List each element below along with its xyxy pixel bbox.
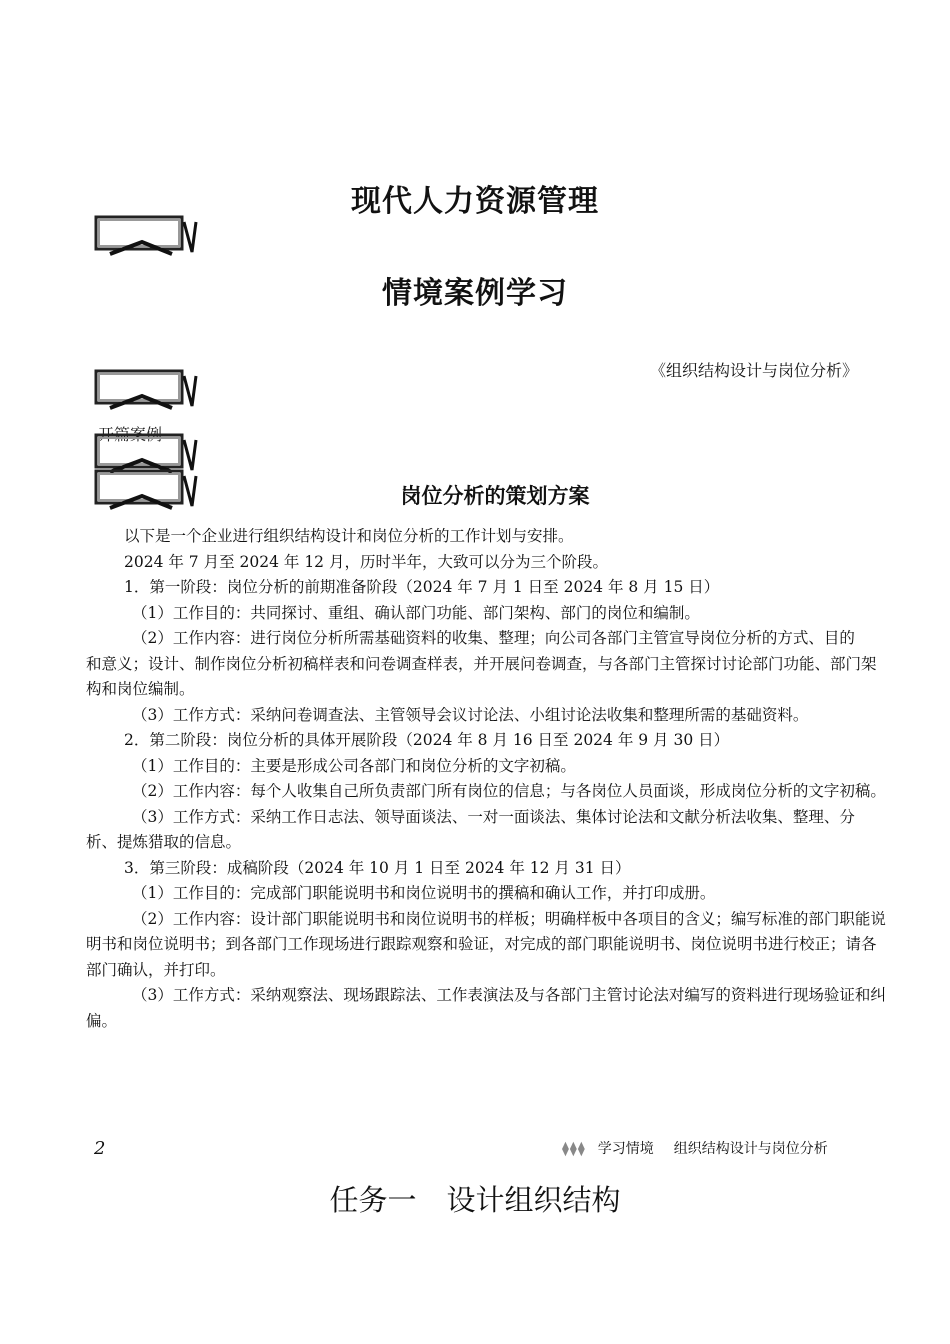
paragraph: 2．第二阶段：岗位分析的具体开展阶段（2024 年 8 月 16 日至 2024 年 9 月 30 日） xyxy=(124,731,730,749)
body-text xyxy=(86,524,888,1034)
task-title: 设计组织结构 xyxy=(446,1183,621,1217)
paragraph: 和意义；设计、制作岗位分析初稿样表和问卷调查样表，并开展问卷调查，与各部门主管探讨讨论部门功能、部门架构和岗位编制。 xyxy=(86,654,877,698)
paragraph: （2）工作内容：每个人收集自己所负责部门所有岗位的信息；与各岗位人员面谈，形成岗位分析的文字初稿。 xyxy=(132,782,886,800)
book-title: 《组织结构设计与岗位分析》 xyxy=(649,361,858,380)
task-heading xyxy=(0,1178,950,1219)
paragraph: 2024 年 7 月至 2024 年 12 月，历时半年，大致可以分为三个阶段。 xyxy=(124,552,608,571)
diamond-marker-icon: ⧫⧫⧫ xyxy=(562,1141,586,1157)
page-subtitle: 情境案例学习 xyxy=(382,276,568,311)
paragraph: 析、提炼猎取的信息。 xyxy=(86,833,242,851)
footer-chapter: 学习情境 xyxy=(597,1141,654,1157)
paragraph: 以下是一个企业进行组织结构设计和岗位分析的工作计划与安排。 xyxy=(124,527,574,545)
paragraph: （2）工作内容：进行岗位分析所需基础资料的收集、整理；向公司各部门主管宣导岗位分析的方式、目的 xyxy=(132,629,855,647)
task-label: 任务一 xyxy=(329,1183,417,1217)
page-number: 2 xyxy=(94,1138,106,1159)
paragraph: 1．第一阶段：岗位分析的前期准备阶段（2024 年 7 月 1 日至 2024 年 8 月 15 日） xyxy=(124,578,720,596)
section-title: 岗位分析的策划方案 xyxy=(400,483,590,508)
case-label: 开篇案例 xyxy=(98,425,163,442)
paragraph: （3）工作方式：采纳问卷调查法、主管领导会议讨论法、小组讨论法收集和整理所需的基础资料。 xyxy=(132,705,809,724)
paragraph: （1）工作目的：主要是形成公司各部门和岗位分析的文字初稿。 xyxy=(132,756,576,775)
paragraph: （2）工作内容：设计部门职能说明书和岗位说明书的样板；明确样板中各项目的含义；编写标准的部门职能说明书和岗位说明书；到各部门工作现场进行跟踪观察和验证，对完成的部门职能说明书、岗位说明书进行校正；请各部门确认，并打印。 xyxy=(86,909,886,979)
paragraph: （3）工作方式：采纳工作日志法、领导面谈法、一对一面谈法、集体讨论法和文献分析法收集、整理、分 xyxy=(132,807,855,826)
page-title: 现代人力资源管理 xyxy=(351,184,599,219)
paragraph: 3．第三阶段：成稿阶段（2024 年 10 月 1 日至 2024 年 12 月 31 日） xyxy=(124,858,631,877)
paragraph: （3）工作方式：采纳观察法、现场跟踪法、工作表演法及与各部门主管讨论法对编写的资料进行现场验证和纠偏。 xyxy=(86,986,886,1030)
running-footer xyxy=(562,1138,828,1158)
paragraph: （1）工作目的：共同探讨、重组、确认部门功能、部门架构、部门的岗位和编制。 xyxy=(132,603,700,622)
footer-chapter-title: 组织结构设计与岗位分析 xyxy=(673,1141,828,1157)
decorative-frame-icon xyxy=(92,366,202,410)
paragraph: （1）工作目的：完成部门职能说明书和岗位说明书的撰稿和确认工作，并打印成册。 xyxy=(132,884,716,902)
